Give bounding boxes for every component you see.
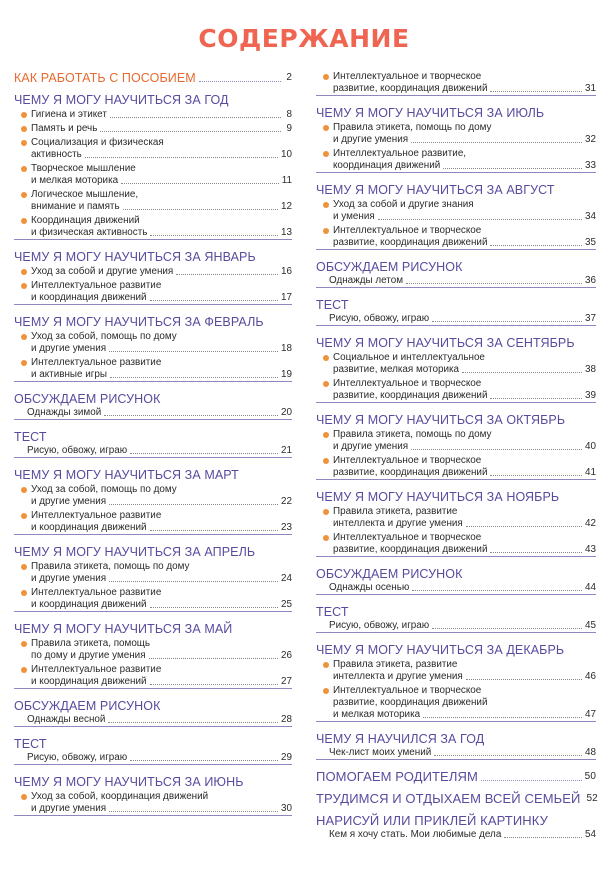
- toc-section-june: [14, 775, 292, 816]
- toc-item[interactable]: Логическое мышление, внимание и память 12: [14, 189, 292, 213]
- bullet-icon: [21, 126, 27, 132]
- bullet-icon: [21, 360, 27, 366]
- toc-header: ОБСУЖДАЕМ РИСУНОК: [316, 567, 463, 581]
- toc-item[interactable]: Гигиена и этикет 8: [14, 109, 292, 121]
- page-number: 50: [584, 771, 596, 782]
- toc-header: КАК РАБОТАТЬ С ПОСОБИЕМ: [14, 71, 196, 85]
- toc-item[interactable]: Кем я хочу стать. Мои любимые дела 54: [329, 829, 596, 840]
- toc-section-april: [14, 545, 292, 612]
- toc-item[interactable]: Однажды летом 36: [329, 275, 596, 286]
- bullet-icon: [323, 688, 329, 694]
- toc-item[interactable]: Координация движений и физическая активность 13: [14, 215, 292, 239]
- page-number: 33: [585, 160, 596, 171]
- page-number: 28: [281, 714, 292, 725]
- toc-header: ЧЕМУ Я МОГУ НАУЧИТЬСЯ ЗА ЯНВАРЬ: [14, 250, 256, 264]
- page-number: 18: [281, 343, 292, 354]
- toc-section-may: [14, 622, 292, 689]
- page-number: 47: [585, 709, 596, 720]
- bullet-icon: [323, 355, 329, 361]
- bullet-icon: [21, 564, 27, 570]
- page-number: 24: [281, 573, 292, 584]
- toc-item[interactable]: Интеллектуальное и творческое развитие, координация движений 31: [316, 71, 596, 95]
- dot-leader: [123, 209, 278, 210]
- page-number: 12: [281, 201, 292, 212]
- toc-header: ЧЕМУ Я МОГУ НАУЧИТЬСЯ ЗА ИЮЛЬ: [316, 106, 545, 120]
- dot-leader: [130, 453, 278, 454]
- toc-header: ЧЕМУ Я НАУЧИЛСЯ ЗА ГОД: [316, 732, 485, 746]
- bullet-icon: [21, 641, 27, 647]
- dot-leader: [149, 658, 278, 659]
- bullet-icon: [21, 794, 27, 800]
- page-number: 9: [286, 123, 292, 134]
- page-number: 43: [585, 544, 596, 555]
- toc-item[interactable]: Правила этикета, помощь по дому и другие умения 32: [316, 122, 596, 146]
- bullet-icon: [323, 662, 329, 668]
- toc-item[interactable]: Рисую, обвожу, играю 45: [329, 620, 596, 631]
- dot-leader: [490, 552, 582, 553]
- dot-leader: [423, 717, 582, 718]
- toc-item[interactable]: Чек-лист моих умений 48: [329, 747, 596, 758]
- toc-section-discuss-spring: [14, 699, 292, 727]
- toc-section-test-4: [316, 605, 596, 633]
- toc-item[interactable]: Интеллектуальное и творческое развитие, координация движений 39: [316, 378, 596, 402]
- page-number: 37: [585, 313, 596, 324]
- toc-header: ОБСУЖДАЕМ РИСУНОК: [316, 260, 463, 274]
- toc-item[interactable]: Интеллектуальное развитие и координация движений 27: [14, 664, 292, 688]
- page-number: 11: [281, 175, 292, 186]
- dot-leader: [432, 628, 582, 629]
- page-number: 35: [585, 237, 596, 248]
- page-number: 41: [585, 467, 596, 478]
- dot-leader: [110, 377, 278, 378]
- toc-section-march: [14, 468, 292, 535]
- page-number: 30: [281, 803, 292, 814]
- toc-item[interactable]: Рисую, обвожу, играю 37: [329, 313, 596, 324]
- page-number: 10: [281, 149, 292, 160]
- toc-section-test-1: [14, 430, 292, 458]
- page-number: 42: [585, 518, 596, 529]
- toc-section-october: [316, 413, 596, 480]
- toc-item[interactable]: Однажды зимой 20: [27, 407, 292, 418]
- toc-header: НАРИСУЙ ИЛИ ПРИКЛЕЙ КАРТИНКУ: [316, 813, 548, 828]
- dot-leader: [176, 274, 278, 275]
- dot-leader: [130, 760, 278, 761]
- dot-leader: [109, 581, 278, 582]
- toc-item[interactable]: Рисую, обвожу, играю 21: [27, 445, 292, 456]
- dot-leader: [109, 811, 278, 812]
- toc-header: ЧЕМУ Я МОГУ НАУЧИТЬСЯ ЗА АПРЕЛЬ: [14, 545, 256, 559]
- toc-section-september: [316, 336, 596, 403]
- page-number: 20: [281, 407, 292, 418]
- page-number: 38: [585, 364, 596, 375]
- toc-item[interactable]: Правила этикета, развитие интеллекта и другие умения 46: [316, 659, 596, 683]
- bullet-icon: [323, 432, 329, 438]
- toc-header: ТЕСТ: [14, 737, 47, 751]
- toc-header: ЧЕМУ Я МОГУ НАУЧИТЬСЯ ЗА ДЕКАБРЬ: [316, 643, 565, 657]
- toc-section-learned: [316, 732, 596, 760]
- toc-section-july: [316, 106, 596, 173]
- toc-item[interactable]: Уход за собой и другие знания и умения 34: [316, 199, 596, 223]
- page-number: 21: [281, 445, 292, 456]
- toc-item[interactable]: Интеллектуальное и творческое развитие, координация движений 41: [316, 455, 596, 479]
- bullet-icon: [21, 667, 27, 673]
- dot-leader: [199, 81, 281, 82]
- toc-item[interactable]: Интеллектуальное развитие и координация движений 23: [14, 510, 292, 534]
- toc-header: ЧЕМУ Я МОГУ НАУЧИТЬСЯ ЗА СЕНТЯБРЬ: [316, 336, 575, 350]
- toc-header: ТЕСТ: [14, 430, 47, 444]
- bullet-icon: [323, 125, 329, 131]
- page-number: 25: [281, 599, 292, 610]
- dot-leader: [490, 398, 582, 399]
- bullet-icon: [21, 269, 27, 275]
- bullet-icon: [21, 513, 27, 519]
- page-number: 39: [585, 390, 596, 401]
- toc-item[interactable]: Интеллектуальное развитие, координация движений 33: [316, 148, 596, 172]
- toc-item[interactable]: Социализация и физическая активность 10: [14, 137, 292, 161]
- bullet-icon: [21, 218, 27, 224]
- toc-item[interactable]: Уход за собой, помощь по дому и другие умения 22: [14, 484, 292, 508]
- toc-header: ЧЕМУ Я МОГУ НАУЧИТЬСЯ ЗА ГОД: [14, 93, 229, 107]
- page-number: 23: [281, 522, 292, 533]
- page-number: 36: [585, 275, 596, 286]
- dot-leader: [443, 168, 582, 169]
- toc-section-discuss-autumn: [316, 567, 596, 595]
- bullet-icon: [323, 228, 329, 234]
- bullet-icon: [323, 458, 329, 464]
- dot-leader: [481, 780, 582, 781]
- bullet-icon: [21, 590, 27, 596]
- bullet-icon: [323, 151, 329, 157]
- bullet-icon: [323, 535, 329, 541]
- page-number: 44: [585, 582, 596, 593]
- page-number: 13: [281, 227, 292, 238]
- dot-leader: [150, 684, 278, 685]
- dot-leader: [412, 590, 582, 591]
- toc-left-column: [14, 68, 292, 816]
- page-number: 2: [286, 72, 292, 83]
- page-number: 17: [281, 292, 292, 303]
- dot-leader: [490, 475, 582, 476]
- toc-header: ЧЕМУ Я МОГУ НАУЧИТЬСЯ ЗА МАЙ: [14, 622, 233, 636]
- bullet-icon: [323, 381, 329, 387]
- toc-item[interactable]: Интеллектуальное развитие и активные игры 19: [14, 357, 292, 381]
- bullet-icon: [21, 166, 27, 172]
- bullet-icon: [323, 202, 329, 208]
- toc-item[interactable]: Интеллектуальное развитие и координация движений 17: [14, 280, 292, 304]
- toc-section-december: [316, 643, 596, 722]
- dot-leader: [150, 607, 278, 608]
- dot-leader: [406, 283, 582, 284]
- toc-section-draw: [316, 814, 596, 841]
- toc-header: ЧЕМУ Я МОГУ НАУЧИТЬСЯ ЗА МАРТ: [14, 468, 239, 482]
- toc-item[interactable]: Правила этикета, помощь по дому и другие умения 24: [14, 561, 292, 585]
- dot-leader: [121, 183, 279, 184]
- dot-leader: [110, 117, 281, 118]
- bullet-icon: [21, 334, 27, 340]
- toc-item[interactable]: Творческое мышление и мелкая моторика 11: [14, 163, 292, 187]
- bullet-icon: [21, 192, 27, 198]
- toc-item[interactable]: Интеллектуальное развитие и координация движений 25: [14, 587, 292, 611]
- toc-header: ЧЕМУ Я МОГУ НАУЧИТЬСЯ ЗА ИЮНЬ: [14, 775, 244, 789]
- toc-item[interactable]: Интеллектуальное и творческое развитие, координация движений 35: [316, 225, 596, 249]
- toc-section-february: [14, 315, 292, 382]
- page-number: 27: [281, 676, 292, 687]
- toc-section-november: [316, 490, 596, 557]
- toc-item[interactable]: Интеллектуальное и творческое развитие, координация движений 43: [316, 532, 596, 556]
- toc-item[interactable]: Социальное и интеллектуальное развитие, мелкая моторика 38: [316, 352, 596, 376]
- page-number: 54: [585, 829, 596, 840]
- toc-header: ЧЕМУ Я МОГУ НАУЧИТЬСЯ ЗА АВГУСТ: [316, 183, 555, 197]
- toc-header: ЧЕМУ Я МОГУ НАУЧИТЬСЯ ЗА ФЕВРАЛЬ: [14, 315, 264, 329]
- bullet-icon: [323, 509, 329, 515]
- toc-section-january: [14, 250, 292, 305]
- dot-leader: [434, 755, 582, 756]
- toc-header: ОБСУЖДАЕМ РИСУНОК: [14, 699, 161, 713]
- toc-section-june-continued: [316, 71, 596, 96]
- page-number: 16: [281, 266, 292, 277]
- toc-header: ЧЕМУ Я МОГУ НАУЧИТЬСЯ ЗА ОКТЯБРЬ: [316, 413, 566, 427]
- bullet-icon: [323, 74, 329, 80]
- dot-leader: [150, 530, 278, 531]
- dot-leader: [466, 526, 582, 527]
- toc-item[interactable]: Правила этикета, помощь по дому и другие умения 26: [14, 638, 292, 662]
- page-number: 22: [281, 496, 292, 507]
- dot-leader: [104, 415, 278, 416]
- toc-header: ЧЕМУ Я МОГУ НАУЧИТЬСЯ ЗА НОЯБРЬ: [316, 490, 560, 504]
- toc-item[interactable]: Интеллектуальное и творческое развитие, координация движений и мелкая моторика 47: [316, 685, 596, 721]
- toc-item[interactable]: Уход за собой, координация движений и другие умения 30: [14, 791, 292, 815]
- bullet-icon: [21, 140, 27, 146]
- dot-leader: [432, 321, 582, 322]
- toc-item[interactable]: Уход за собой, помощь по дому и другие умения 18: [14, 331, 292, 355]
- dot-leader: [150, 235, 278, 236]
- dot-leader: [490, 245, 582, 246]
- dot-leader: [100, 131, 281, 132]
- dot-leader: [109, 504, 278, 505]
- toc-item[interactable]: Однажды осенью 44: [329, 582, 596, 593]
- dot-leader: [411, 142, 582, 143]
- page-number: 45: [585, 620, 596, 631]
- toc-section-discuss-summer: [316, 260, 596, 288]
- page-title: СОДЕРЖАНИЕ: [198, 24, 410, 53]
- toc-item[interactable]: Уход за собой и другие умения 16: [14, 266, 292, 278]
- bullet-icon: [21, 283, 27, 289]
- toc-entry-family[interactable]: [316, 792, 596, 806]
- page-number: 48: [585, 747, 596, 758]
- toc-item[interactable]: Однажды весной 28: [27, 714, 292, 725]
- page-number: 52: [586, 793, 598, 804]
- toc-entry-how-to[interactable]: [14, 71, 292, 85]
- page-number: 26: [281, 650, 292, 661]
- dot-leader: [466, 679, 582, 680]
- dot-leader: [490, 91, 582, 92]
- dot-leader: [462, 372, 582, 373]
- dot-leader: [85, 157, 278, 158]
- toc-header: ТРУДИМСЯ И ОТДЫХАЕМ ВСЕЙ СЕМЬЕЙ: [316, 791, 581, 806]
- toc-header: ТЕСТ: [316, 298, 349, 312]
- toc-item[interactable]: Рисую, обвожу, играю 29: [27, 752, 292, 763]
- page-number: 8: [286, 109, 292, 120]
- dot-leader: [411, 449, 582, 450]
- page-number: 46: [585, 671, 596, 682]
- dot-leader: [378, 219, 582, 220]
- dot-leader: [504, 837, 582, 838]
- toc-right-column: [316, 68, 596, 841]
- page-number: 31: [585, 83, 596, 94]
- page-number: 34: [585, 211, 596, 222]
- toc-item[interactable]: Память и речь 9: [14, 123, 292, 135]
- toc-section-test-3: [316, 298, 596, 326]
- toc-section-discuss-winter: [14, 392, 292, 420]
- page-number: 29: [281, 752, 292, 763]
- dot-leader: [109, 351, 278, 352]
- dot-leader: [150, 300, 278, 301]
- dot-leader: [108, 722, 278, 723]
- toc-section-test-2: [14, 737, 292, 765]
- toc-item[interactable]: Правила этикета, помощь по дому и другие умения 40: [316, 429, 596, 453]
- toc-entry-parents[interactable]: [316, 770, 596, 784]
- page-number: 19: [281, 369, 292, 380]
- toc-section-august: [316, 183, 596, 250]
- toc-item[interactable]: Правила этикета, развитие интеллекта и другие умения 42: [316, 506, 596, 530]
- toc-header: ПОМОГАЕМ РОДИТЕЛЯМ: [316, 769, 478, 784]
- bullet-icon: [21, 112, 27, 118]
- toc-header: ОБСУЖДАЕМ РИСУНОК: [14, 392, 161, 406]
- bullet-icon: [21, 487, 27, 493]
- toc-section-year: [14, 93, 292, 240]
- toc-header: ТЕСТ: [316, 605, 349, 619]
- page-number: 32: [585, 134, 596, 145]
- page-number: 40: [585, 441, 596, 452]
